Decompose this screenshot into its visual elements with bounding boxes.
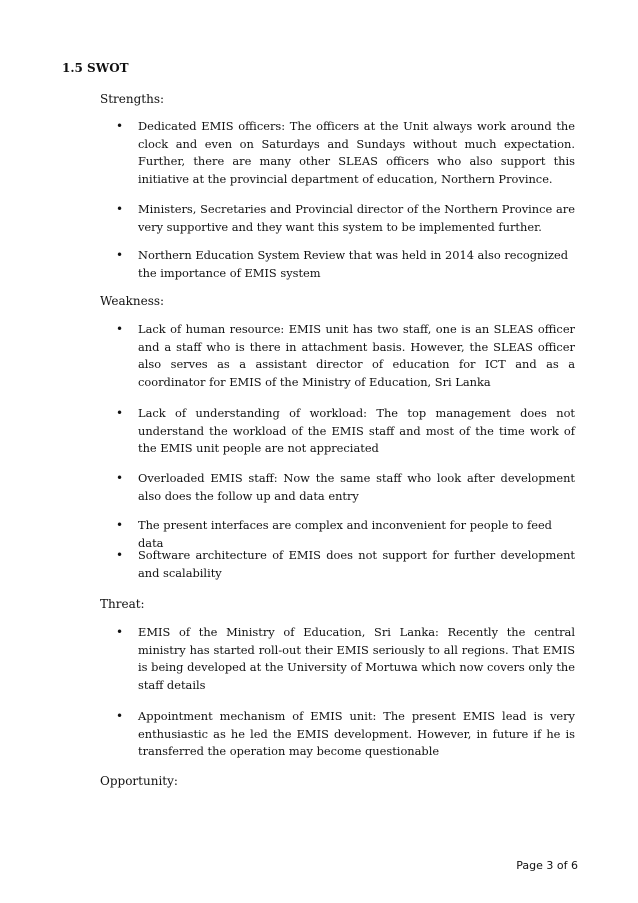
strength-item: Dedicated EMIS officers: The officers at the Unit always work around the clock and even on Saturdays and Sundays without much expectation. Further, there are many other SLEAS officers who also support this initiative at the provincial department of education, Northern Province. [138,119,575,187]
bullet-glyph: • [116,518,124,532]
bullet-glyph: • [116,709,124,723]
weakness-item: The present interfaces are complex and inconvenient for people to feed data [138,518,552,550]
bullet-glyph: • [116,471,124,485]
weakness-item: Software architecture of EMIS does not support for further development and scalability [138,548,575,580]
strengths-label: Strengths: [100,92,165,106]
weakness-item: Lack of human resource: EMIS unit has two staff, one is an SLEAS officer and a staff who is there in attachment basis. However, the SLEAS officer also serves as a assistant director of education for ICT and as a coordinator for EMIS of the Ministry of Education, Sri Lanka [138,322,575,390]
section-heading: 1.5 SWOT [62,61,129,75]
weakness-label: Weakness: [100,294,165,308]
bullet-glyph: • [116,119,124,133]
opportunity-label: Opportunity: [100,774,178,788]
bullet-glyph: • [116,406,124,420]
strength-item: Northern Education System Review that was held in 2014 also recognized the importance of EMIS system [138,248,569,280]
bullet-glyph: • [116,625,124,639]
threat-item: EMIS of the Ministry of Education, Sri Lanka: Recently the central ministry has started roll-out their EMIS seriously to all regions. That EMIS is being developed at the University of Mortuwa which now covers only the staff details [138,625,575,693]
bullet-glyph: • [116,248,124,262]
bullet-glyph: • [116,548,124,562]
weakness-item: Lack of understanding of workload: The top management does not understand the workload of the EMIS staff and most of the time work of the EMIS unit people are not appreciated [138,406,575,456]
bullet-glyph: • [116,202,124,216]
strength-item: Ministers, Secretaries and Provincial director of the Northern Province are very supportive and they want this system to be implemented further. [138,202,575,234]
bullet-glyph: • [116,322,124,336]
weakness-item: Overloaded EMIS staff: Now the same staff who look after development also does the follow up and data entry [138,471,575,503]
threat-label: Threat: [100,597,145,611]
page-number: Page 3 of 6 [516,859,578,872]
threat-item: Appointment mechanism of EMIS unit: The present EMIS lead is very enthusiastic as he led the EMIS development. However, in future if he is transferred the operation may become questionable [138,709,575,759]
